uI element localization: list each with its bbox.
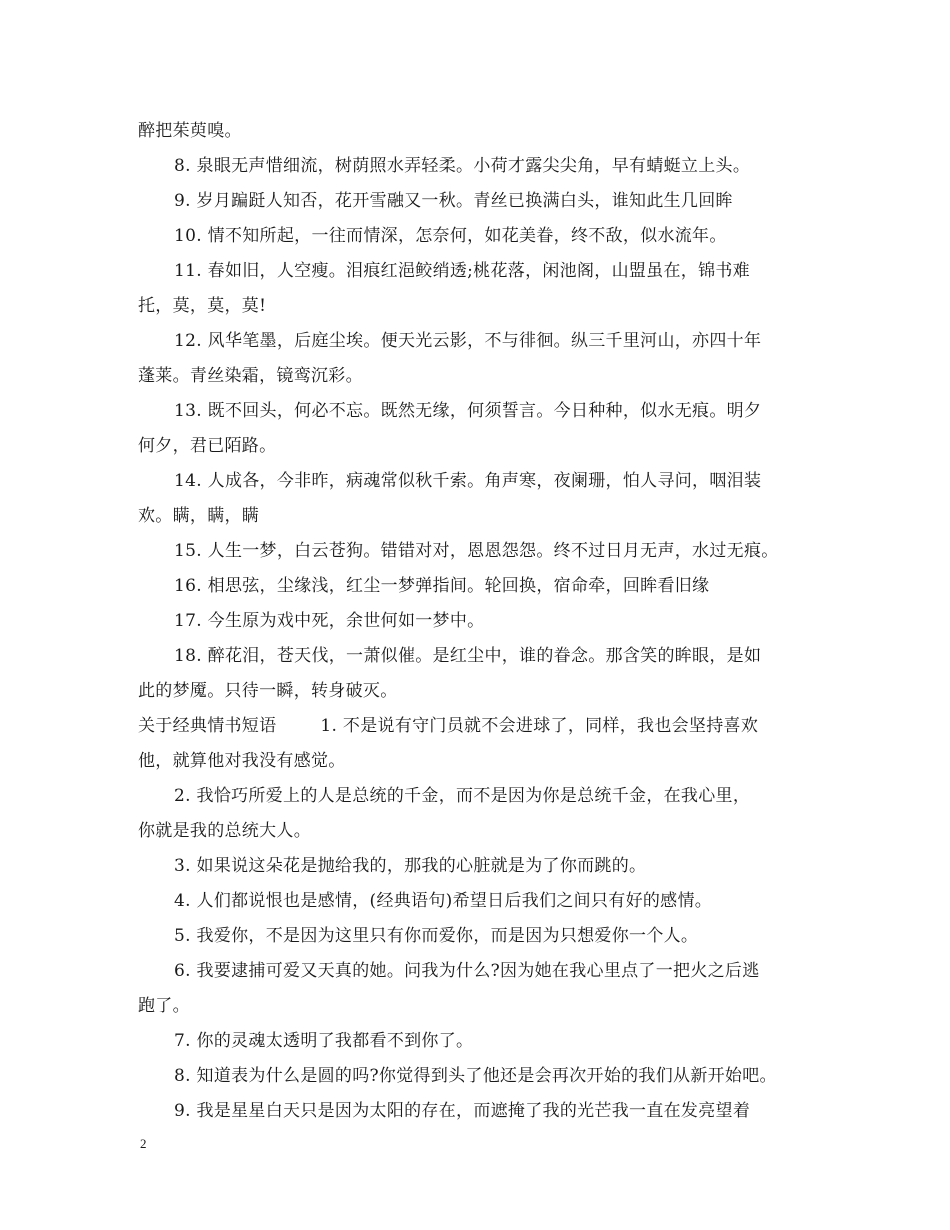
text-line: 欢。瞒，瞒，瞒 [138,506,260,526]
document-body [138,114,818,1129]
section-heading: 关于经典情书短语 [138,716,277,736]
text-line: 何夕，君已陌路。 [138,436,277,456]
text-line: 你就是我的总统大人。 [138,821,311,841]
text-line: 蓬莱。青丝染霜，镜鸾沉彩。 [138,366,363,386]
text-line: 18. 醉花泪，苍天伐，一萧似催。是红尘中，谁的眷念。那含笑的眸眼，是如 [174,646,762,666]
text-line: 12. 风华笔墨，后庭尘埃。便天光云影，不与徘徊。纵三千里河山，亦四十年 [174,331,762,351]
text-line: 13. 既不回头，何必不忘。既然无缘，何须誓言。今日种种，似水无痕。明夕 [174,401,762,421]
text-line: 托，莫，莫，莫! [138,296,267,316]
text-line: 11. 春如旧，人空瘦。泪痕红浥鲛绡透;桃花落，闲池阁，山盟虽在，锦书难 [174,261,750,281]
text-line: 5. 我爱你，不是因为这里只有你而爱你，而是因为只想爱你一个人。 [174,926,699,946]
text-line: 醉把茱萸嗅。 [138,121,242,141]
text-line: 6. 我要逮捕可爱又天真的她。问我为什么?因为她在我心里点了一把火之后逃 [174,961,760,981]
text-line: 2. 我恰巧所爱上的人是总统的千金，而不是因为你是总统千金，在我心里， [174,786,751,806]
text-line: 8. 知道表为什么是圆的吗?你觉得到头了他还是会再次开始的我们从新开始吧。 [174,1066,777,1086]
text-line: 14. 人成各，今非昨，病魂常似秋千索。角声寒，夜阑珊，怕人寻问，咽泪装 [174,471,762,491]
text-line: 15. 人生一梦，白云苍狗。错错对对，恩恩怨怨。终不过日月无声，水过无痕。 [174,541,779,561]
text-line: 跑了。 [138,996,190,1016]
text-line: 此的梦魇。只待一瞬，转身破灭。 [138,681,398,701]
text-line: 他，就算他对我没有感觉。 [138,751,346,771]
text-line: 9. 岁月蹁跹人知否，花开雪融又一秋。青丝已换满白头，谁知此生几回眸 [174,191,733,211]
text-line: 10. 情不知所起，一往而情深，怎奈何，如花美眷，终不敌，似水流年。 [174,226,727,246]
text-line: 9. 我是星星白天只是因为太阳的存在，而遮掩了我的光芒我一直在发亮望着 [174,1101,751,1121]
section-heading-line [138,709,818,744]
text-line: 7. 你的灵魂太透明了我都看不到你了。 [174,1031,474,1051]
page-number: 2 [140,1136,147,1151]
text-line: 17. 今生原为戏中死，余世何如一梦中。 [174,611,485,631]
section-first-item: 1. 不是说有守门员就不会进球了，同样，我也会坚持喜欢 [320,716,759,736]
text-line: 4. 人们都说恨也是感情，(经典语句)希望日后我们之间只有好的感情。 [174,891,713,911]
text-line: 8. 泉眼无声惜细流，树荫照水弄轻柔。小荷才露尖尖角，早有蜻蜓立上头。 [174,156,751,176]
text-line: 16. 相思弦，尘缘浅，红尘一梦弹指间。轮回换，宿命牵，回眸看旧缘 [174,576,710,596]
text-line: 3. 如果说这朵花是抛给我的，那我的心脏就是为了你而跳的。 [174,856,647,876]
